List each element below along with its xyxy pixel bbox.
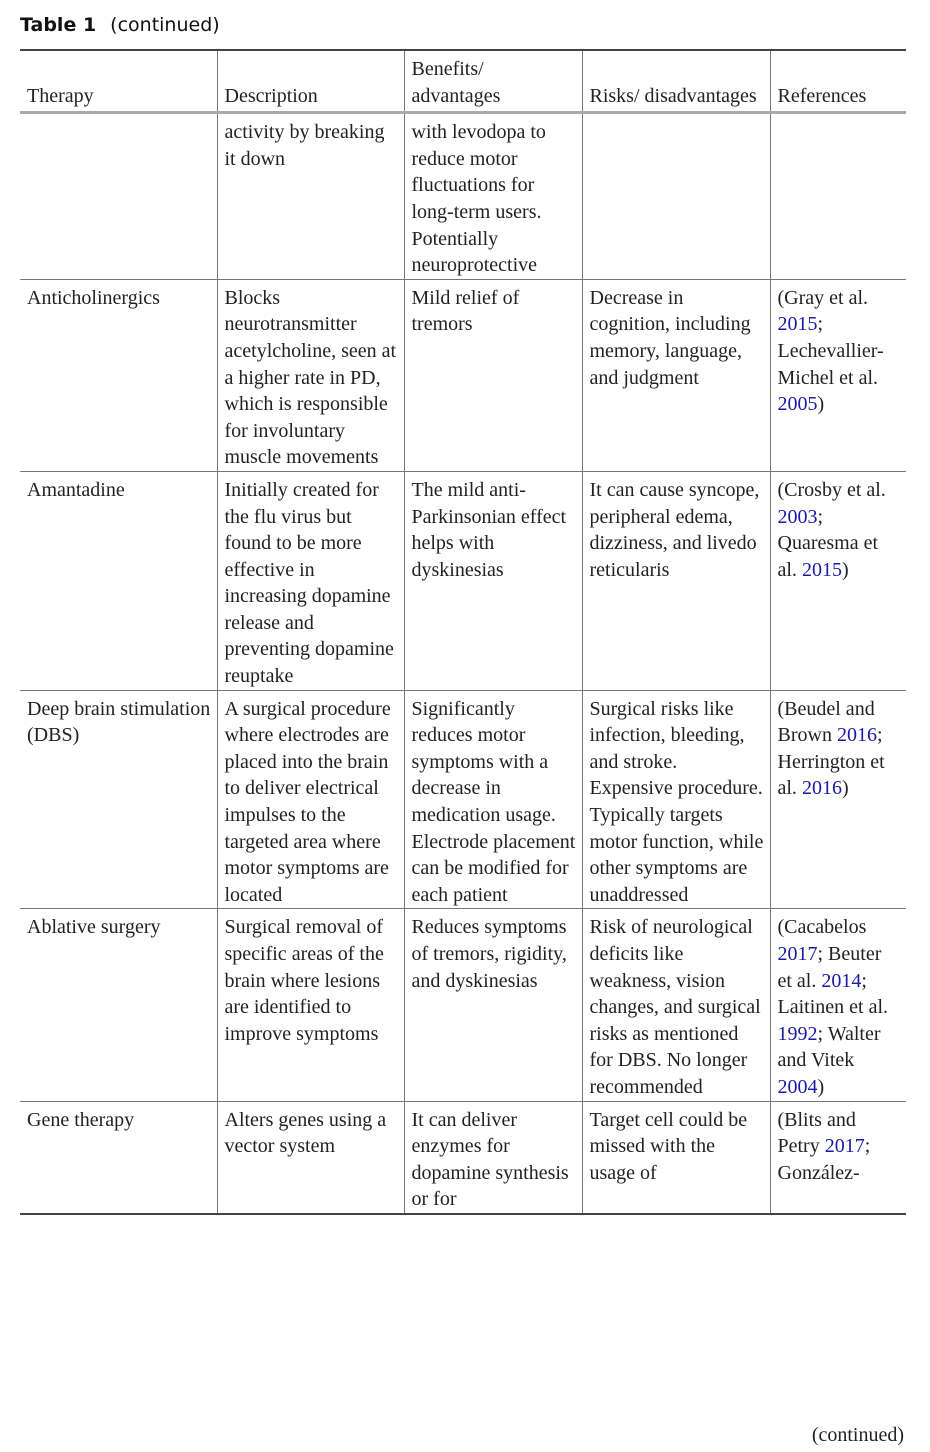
reference-year-link[interactable]: 2016 [836, 724, 877, 747]
cell-description [217, 471, 404, 690]
table-row [20, 279, 906, 471]
cell-benefits [404, 1101, 582, 1214]
reference-text: (Blits and Petry [777, 1108, 856, 1158]
cell-therapy [20, 690, 217, 909]
benefits-text: Significantly reduces motor symptoms with a decrease in medication usage. Electrode placement can be modified for each patient [411, 697, 576, 906]
cell-benefits [404, 690, 582, 909]
cell-description [217, 279, 404, 471]
table-row [20, 113, 906, 280]
table-row [20, 471, 906, 690]
cell-description [217, 690, 404, 909]
reference-year-link[interactable]: 2005 [777, 393, 818, 416]
cell-references [770, 1101, 906, 1214]
risks-text: Surgical risks like infection, bleeding, and stroke. Expensive procedure. Typically targets motor function, while other symptoms are unaddressed [589, 697, 764, 906]
cell-references [770, 690, 906, 909]
cell-description [217, 113, 404, 280]
cell-benefits [404, 471, 582, 690]
reference-year-link[interactable]: 2015 [801, 558, 842, 581]
reference-year-link[interactable]: 1992 [777, 1022, 818, 1045]
risks-text: Decrease in cognition, including memory, language, and judgment [589, 286, 751, 389]
reference-text: ) [841, 777, 849, 800]
table-body [20, 113, 906, 1214]
cell-benefits [404, 279, 582, 471]
table-row [20, 1101, 906, 1214]
cell-references [770, 279, 906, 471]
table-row [20, 690, 906, 909]
reference-text: (Gray et al. [777, 286, 869, 309]
therapy-text: Deep brain stimulation (DBS) [27, 697, 211, 747]
therapy-text: Ablative surgery [27, 916, 161, 939]
risks-text: Risk of neurological deficits like weakness, vision changes, and surgical risks as mentioned for DBS. No longer recommended [589, 916, 761, 1098]
table-caption [20, 14, 220, 36]
therapy-text: Amantadine [27, 478, 125, 501]
reference-year-link[interactable]: 2016 [801, 777, 842, 800]
reference-text: ) [841, 558, 849, 581]
header-references: References [770, 50, 906, 113]
cell-therapy [20, 1101, 217, 1214]
cell-references [770, 113, 906, 280]
table-caption-suffix: (continued) [110, 14, 220, 36]
benefits-text: Reduces symptoms of tremors, rigidity, and dyskinesias [411, 916, 567, 992]
cell-risks [582, 909, 770, 1101]
cell-benefits [404, 909, 582, 1101]
reference-text: ; Herrington et al. [777, 724, 885, 800]
cell-benefits [404, 113, 582, 280]
reference-text: ; Lechevallier-Michel et al. [777, 313, 884, 389]
benefits-text: with levodopa to reduce motor fluctuations for long-term users. Potentially neuroprotective [411, 121, 546, 277]
reference-text: (Crosby et al. [777, 478, 886, 501]
reference-text: (Cacabelos [777, 916, 867, 939]
description-text: Alters genes using a vector system [224, 1108, 387, 1158]
therapy-text: Gene therapy [27, 1108, 135, 1131]
therapy-table [20, 49, 906, 1215]
reference-text: ) [817, 1075, 825, 1098]
description-text: Blocks neurotransmitter acetylcholine, seen at a higher rate in PD, which is responsible for involuntary muscle movements [224, 286, 397, 469]
cell-description [217, 1101, 404, 1214]
reference-text: (Beudel and Brown [777, 697, 875, 747]
benefits-text: Mild relief of tremors [411, 286, 520, 336]
risks-text: It can cause syncope, peripheral edema, dizziness, and livedo reticularis [589, 478, 760, 581]
cell-risks [582, 471, 770, 690]
description-text: Surgical removal of specific areas of the brain where lesions are identified to improve symptoms [224, 916, 384, 1045]
reference-text: ; Beuter et al. [777, 943, 882, 992]
reference-year-link[interactable]: 2015 [777, 313, 818, 336]
therapy-text: Anticholinergics [27, 286, 160, 309]
cell-therapy [20, 113, 217, 280]
reference-year-link[interactable]: 2014 [821, 969, 862, 992]
cell-risks [582, 279, 770, 471]
reference-year-link[interactable]: 2003 [777, 505, 818, 528]
cell-references [770, 471, 906, 690]
reference-text: ; González- [777, 1135, 871, 1184]
reference-text: ; Quaresma et al. [777, 505, 879, 581]
header-therapy: Therapy [20, 50, 217, 113]
reference-year-link[interactable]: 2017 [777, 943, 818, 965]
reference-year-link[interactable]: 2017 [824, 1135, 865, 1158]
cell-risks [582, 113, 770, 280]
cell-references [770, 909, 906, 1101]
reference-text: ) [817, 393, 825, 416]
continued-note: (continued) [811, 1424, 904, 1446]
table-label: Table 1 [20, 14, 97, 36]
cell-risks [582, 1101, 770, 1214]
benefits-text: The mild anti-Parkinsonian effect helps with dyskinesias [411, 478, 567, 581]
reference-text: ; Walter and Vitek [777, 1022, 881, 1072]
header-description: Description [217, 50, 404, 113]
risks-text: Target cell could be missed with the usage of [589, 1108, 748, 1184]
cell-therapy [20, 279, 217, 471]
description-text: Initially created for the flu virus but found to be more effective in increasing dopamine release and preventing dopamine reuptake [224, 478, 394, 688]
cell-risks [582, 690, 770, 909]
table-row [20, 909, 906, 1101]
table-header-row [20, 50, 906, 113]
cell-therapy [20, 909, 217, 1101]
description-text: A surgical procedure where electrodes are placed into the brain to deliver electrical impulses to the targeted area where motor symptoms are located [224, 697, 391, 906]
cell-description [217, 909, 404, 1101]
reference-year-link[interactable]: 2004 [777, 1075, 818, 1098]
header-risks: Risks/ disadvantages [582, 50, 770, 113]
benefits-text: It can deliver enzymes for dopamine synthesis or for [411, 1108, 569, 1211]
description-text: activity by breaking it down [224, 121, 385, 170]
reference-text: ; Laitinen et al. [777, 969, 889, 1019]
header-benefits: Benefits/ advantages [404, 50, 582, 113]
cell-therapy [20, 471, 217, 690]
